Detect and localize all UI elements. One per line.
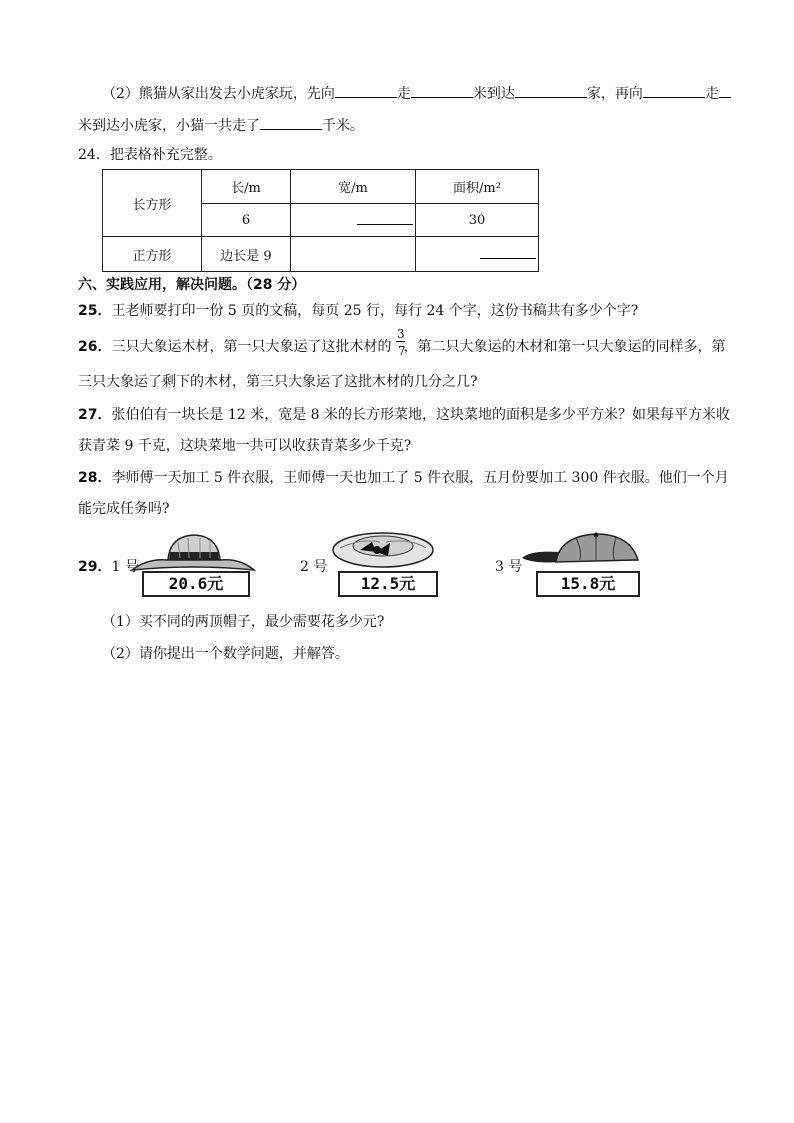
- q23-text-b: 走: [396, 86, 411, 102]
- q27-text: 张伯伯有一块长是 12 米，宽是 8 米的长方形菜地，这块菜地的面积是多少平方米？如果每平方米收: [111, 407, 731, 423]
- q29-sub2: （2）请你提出一个数学问题，并解答。: [102, 646, 349, 662]
- q28-line1: [78, 469, 729, 487]
- answer-blank[interactable]: [260, 115, 322, 130]
- section6-title: 六、实践应用，解决问题。（28 分）: [78, 277, 306, 293]
- hat-1-label: 1 号: [111, 559, 139, 575]
- rect-width-cell[interactable]: [291, 204, 416, 237]
- q27-number: 27．: [78, 407, 112, 423]
- q23-text-f: 米到达小虎家，小猫一共走了: [78, 118, 260, 134]
- square-empty-cell: [291, 237, 416, 272]
- q23-text-c: 米到达: [472, 86, 515, 102]
- answer-blank[interactable]: [515, 83, 587, 98]
- q28-number: 28．: [78, 470, 112, 486]
- q26-text-a: 三只大象运木材，第一只大象运了这批木材的: [111, 339, 392, 355]
- fraction-denominator: 7: [398, 344, 406, 358]
- hat-2-label: 2 号: [300, 559, 328, 575]
- q25: [78, 302, 638, 320]
- fraction-numerator: 3: [397, 327, 405, 341]
- q24-table: [102, 169, 539, 272]
- q23-text-g: 千米。: [322, 118, 364, 134]
- col-length-header: 长/m: [202, 170, 291, 204]
- col-area-header: 面积/m²: [416, 170, 539, 204]
- q23-text-e: 走: [704, 86, 719, 102]
- q23-2-line1: [102, 83, 731, 103]
- q24-title: 24．把表格补充完整。: [78, 147, 222, 163]
- hat-2-price: 12.5元: [338, 571, 438, 597]
- q27-line1: [78, 406, 730, 424]
- q23-text-d: 家，再向: [586, 86, 643, 102]
- q28-text: 李师傅一天加工 5 件衣服，王师傅一天也加工了 5 件衣服，五月份要加工 300 件衣服。他们一个月: [111, 470, 729, 486]
- square-side-cell: 边长是 9: [202, 237, 291, 272]
- q25-number: 25．: [78, 303, 112, 319]
- q29-num: 29．: [78, 559, 112, 575]
- q29-sub1: （1）买不同的两顶帽子，最少需要花多少元?: [102, 614, 385, 630]
- rect-label: 长方形: [103, 170, 202, 237]
- fraction-bar: [396, 341, 405, 342]
- rect-area-cell: 30: [416, 204, 539, 237]
- square-label: 正方形: [103, 237, 202, 272]
- answer-blank[interactable]: [411, 83, 473, 98]
- answer-blank[interactable]: [719, 83, 731, 98]
- q25-text: 王老师要打印一份 5 页的文稿，每页 25 行，每行 24 个字，这份书稿共有多少个字?: [111, 303, 639, 319]
- q26-line2: 三只大象运了剩下的木材，第三只大象运了这批木材的几分之几?: [78, 374, 478, 390]
- hat-1-price: 20.6元: [142, 571, 250, 597]
- hat-3-label: 3 号: [495, 559, 523, 575]
- baseball-cap-icon: [520, 530, 642, 570]
- col-width-header: 宽/m: [291, 170, 416, 204]
- q26-text-b: ，第二只大象运的木材和第一只大象运的同样多，第: [403, 339, 726, 355]
- answer-blank[interactable]: [643, 83, 705, 98]
- q26-number: 26．: [78, 339, 112, 355]
- q28-line2: 能完成任务吗?: [78, 501, 170, 517]
- q23-text-a: （2）熊猫从家出发去小虎家玩，先向: [102, 86, 335, 102]
- square-area-cell[interactable]: [416, 237, 539, 272]
- q27-line2: 获青菜 9 千克，这块菜地一共可以收获青菜多少千克?: [78, 438, 412, 454]
- q23-2-line2: [78, 115, 364, 135]
- wide-brim-hat-icon: [128, 530, 258, 574]
- rect-length-cell: 6: [202, 204, 291, 237]
- answer-blank[interactable]: [335, 83, 397, 98]
- sun-hat-bow-icon: [330, 528, 436, 572]
- hat-3-price: 15.8元: [536, 571, 640, 597]
